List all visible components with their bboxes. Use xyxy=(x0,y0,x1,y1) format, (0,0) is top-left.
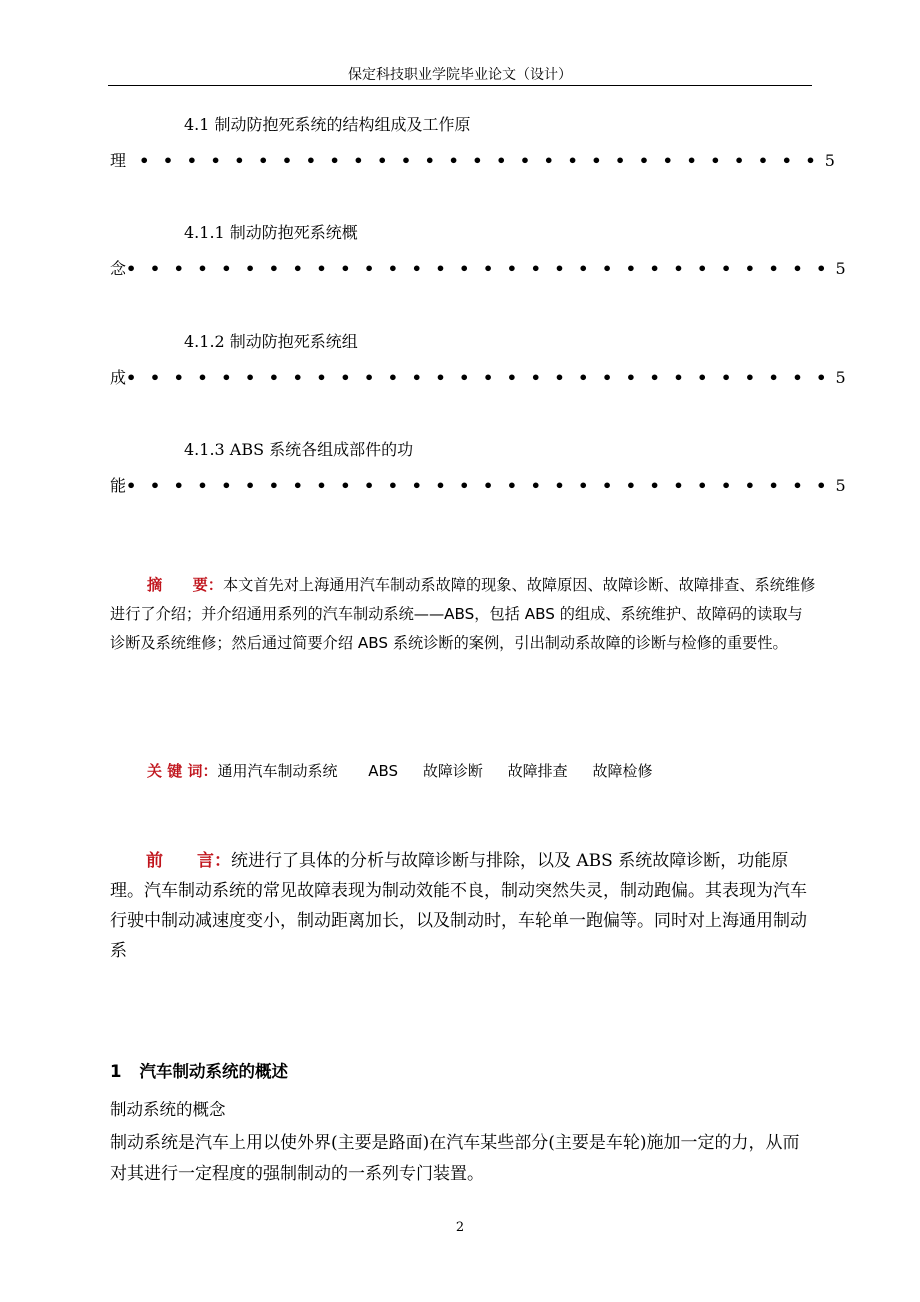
keyword-item: ABS xyxy=(368,762,399,780)
keyword-item: 通用汽车制动系统 xyxy=(217,762,338,780)
abstract-label: 摘 要： xyxy=(147,576,223,594)
header-rule xyxy=(108,85,812,86)
keyword-item: 故障排查 xyxy=(507,762,568,780)
toc-entry-continuation xyxy=(110,365,846,388)
section-body: 制动系统是汽车上用以使外界(主要是路面)在汽车某些部分(主要是车轮)施加一定的力，从而对其进行一定程度的强制制动的一系列专门装置。 xyxy=(110,1133,800,1184)
section-number: 1 xyxy=(110,1062,122,1081)
toc-entry-tail: 能 xyxy=(110,476,127,495)
toc-entry-title: 4.1.1 制动防抱死系统概 xyxy=(184,223,358,242)
toc-page-number: 5 xyxy=(824,151,835,170)
foreword-label: 前 言： xyxy=(146,851,231,871)
abstract-paragraph xyxy=(110,571,816,658)
foreword-text: 统进行了具体的分析与故障诊断与排除，以及 ABS 系统故障诊断，功能原理。汽车制动系统的常见故障表现为制动效能不良，制动突然失灵，制动跑偏。其表现为汽车行驶中制动减速度变小，制动距离加长，以及制动时，车轮单一跑偏等。同时对上海通用制动系 xyxy=(110,851,807,961)
toc-entry-title: 4.1.3 ABS 系统各组成部件的功 xyxy=(184,440,414,459)
toc-entry-tail: 成 xyxy=(110,368,127,387)
toc-leader-dots: • • • • • • • • • • • • • • • • • • • • • • • • • • • • • xyxy=(139,151,820,170)
subsection-title: 制动系统的概念 xyxy=(110,1100,226,1119)
toc-entry-continuation xyxy=(110,473,846,496)
toc-leader-dots: • • • • • • • • • • • • • • • • • • • • • • • • • • • • • • xyxy=(126,259,831,278)
abstract-text: 本文首先对上海通用汽车制动系故障的现象、故障原因、故障诊断、故障排查、系统维修进行了介绍；并介绍通用系列的汽车制动系统——ABS，包括 ABS 的组成、系统维护、故障码的读取与诊断及系统维修；然后通过简要介绍 ABS 系统诊断的案例，引出制动系故障的诊断与检修的重要性。 xyxy=(110,576,816,652)
toc-entry-title: 4.1 制动防抱死系统的结构组成及工作原 xyxy=(184,115,471,134)
toc-entry-tail: 念 xyxy=(110,259,127,278)
keyword-item: 故障诊断 xyxy=(422,762,483,780)
keywords-label: 关 键 词： xyxy=(147,762,218,780)
toc-leader-dots: • • • • • • • • • • • • • • • • • • • • • • • • • • • • • • xyxy=(126,476,831,495)
toc-entry-continuation xyxy=(110,256,846,279)
keywords-line xyxy=(147,760,652,781)
toc-page-number: 5 xyxy=(835,476,846,495)
toc-entry-title: 4.1.2 制动防抱死系统组 xyxy=(184,332,358,351)
section-title: 汽车制动系统的概述 xyxy=(139,1062,288,1081)
page-header-title: 保定科技职业学院毕业论文（设计） xyxy=(348,67,572,83)
toc-entry-tail: 理 xyxy=(110,151,127,170)
toc-page-number: 5 xyxy=(835,368,846,387)
toc-entry-continuation xyxy=(110,148,835,171)
toc-leader-dots: • • • • • • • • • • • • • • • • • • • • • • • • • • • • • • xyxy=(126,368,831,387)
foreword-paragraph xyxy=(110,846,816,966)
keyword-item: 故障检修 xyxy=(592,762,653,780)
page-number: 2 xyxy=(455,1220,465,1235)
section-heading xyxy=(110,1058,288,1082)
toc-page-number: 5 xyxy=(835,259,846,278)
